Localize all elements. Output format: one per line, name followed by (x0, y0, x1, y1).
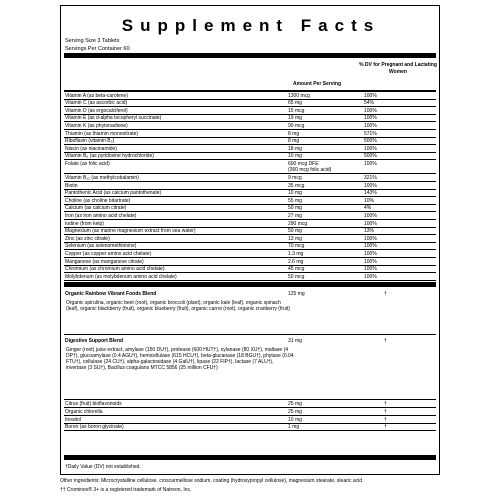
nutrient-row (64, 182, 436, 190)
extra-row (64, 416, 436, 424)
nutrient-name: Manganese (as manganese citrate) (65, 258, 144, 265)
amount-per-serving: 50 mg (288, 205, 302, 212)
nutrient-name: Organic chlorella (65, 408, 103, 415)
extra-row (64, 408, 436, 416)
nutrient-row (64, 174, 436, 182)
nutrient-row (64, 138, 436, 146)
nutrient-row (64, 115, 436, 123)
daily-value: 500% (364, 153, 377, 160)
amount-per-serving: 8 mg (288, 138, 300, 145)
amount-per-serving: 25 mg (288, 408, 302, 415)
amount-per-serving: 25 mg (288, 401, 302, 408)
bottom-rule (64, 455, 436, 460)
daily-value: 100% (364, 107, 377, 114)
amount-per-serving: 55 mg (288, 197, 302, 204)
daily-value: 100% (364, 182, 377, 189)
blend-description: Organic spirulina, organic beet (root), organic broccoli (plant), organic kale (leaf), organic spinach (leaf), organic blackberry (fruit), organic blueberry (fruit), organic carrot (root), organic cranberry (fruit) (66, 299, 290, 312)
supplement-facts-panel (60, 5, 440, 475)
nutrient-name: Thiamin (as thiamin mononitrate) (65, 130, 139, 137)
footnote: †Daily Value (DV) not established. (65, 464, 141, 470)
blend-amount: 31 mg (288, 337, 302, 344)
daily-value: 100% (364, 220, 377, 227)
nutrient-name: Vitamin B₆ (as pyridoxine hydrochloride) (65, 153, 154, 160)
nutrient-name: Vitamin C (as ascorbic acid) (65, 100, 128, 107)
nutrient-row (64, 145, 436, 153)
daily-value: 500% (364, 138, 377, 145)
amount-per-serving: 1.3 mg (288, 250, 304, 257)
daily-value: 100% (364, 212, 377, 219)
nutrient-name: Choline (as choline bitartrate) (65, 197, 131, 204)
nutrient-name: Folate (as folic acid) (65, 160, 110, 167)
daily-value: † (384, 424, 387, 431)
daily-value: 100% (364, 160, 377, 167)
nutrient-name: Boron (as boron glycinate) (65, 424, 124, 431)
section-rule (64, 282, 436, 287)
amount-per-serving: 290 mcg (288, 220, 308, 227)
nutrient-row (64, 266, 436, 274)
daily-value: 100% (364, 92, 377, 99)
blend-dv: † (384, 290, 387, 297)
nutrient-row (64, 212, 436, 220)
nutrient-name: Citrus (fruit) bioflavonoids (65, 401, 122, 408)
daily-value: † (384, 416, 387, 423)
top-rule (64, 53, 436, 58)
nutrient-row (64, 228, 436, 236)
nutrient-row (64, 220, 436, 228)
daily-value: 100% (364, 145, 377, 152)
nutrient-name: Vitamin A (as beta-carotene) (65, 92, 128, 99)
amount-per-serving: 90 mcg (288, 122, 305, 129)
daily-value: 100% (364, 122, 377, 129)
amount-per-serving: 70 mcg (288, 243, 305, 250)
daily-value: 54% (364, 100, 375, 107)
daily-value: 100% (364, 243, 377, 250)
nutrient-row (64, 190, 436, 198)
amount-per-serving: 1300 mcg (288, 92, 310, 99)
daily-value: 100% (364, 250, 377, 257)
blend-amount: 125 mg (288, 290, 305, 297)
nutrient-row (64, 258, 436, 266)
nutrient-row (64, 130, 436, 138)
nutrient-name: Iodine (from kelp) (65, 220, 104, 227)
amount-per-serving: 19 mg (288, 115, 302, 122)
daily-value: 321% (364, 174, 377, 181)
nutrient-row (64, 92, 436, 100)
trademark-note: †† Crominex® 3+ is a registered trademark of Natreon, Inc. (60, 487, 192, 494)
blend-section (64, 291, 436, 335)
daily-value: 4% (364, 205, 372, 212)
daily-value: 100% (364, 273, 377, 280)
daily-value: 143% (364, 190, 377, 197)
blend-rule (64, 334, 436, 335)
panel-title: Supplement Facts (121, 16, 381, 35)
nutrient-name: Copper (as copper amino acid chelate) (65, 250, 152, 257)
amount-per-serving: 9 mcg (288, 174, 302, 181)
daily-value: 100% (364, 258, 377, 265)
amount-per-serving: 2.6 mg (288, 258, 304, 265)
nutrient-row (64, 243, 436, 251)
nutrient-row (64, 273, 436, 281)
nutrient-name: Biotin (65, 182, 78, 189)
amount-per-serving: 1 mg (288, 424, 300, 431)
blend-rule (64, 399, 436, 400)
nutrient-name: Zinc (as zinc citrate) (65, 235, 110, 242)
dv-header: % DV for Pregnant and Lactating Women (359, 62, 437, 75)
blend-name: Digestive Support Blend (65, 337, 124, 344)
extra-row (64, 424, 436, 432)
nutrient-name: Selenium (as selenomethionine) (65, 243, 137, 250)
nutrient-name: Vitamin D (as ergocalciferol) (65, 107, 128, 114)
amount-per-serving: 13 mg (288, 235, 302, 242)
daily-value: 100% (364, 115, 377, 122)
daily-value: 100% (364, 235, 377, 242)
nutrient-row (64, 205, 436, 213)
daily-value: † (384, 408, 387, 415)
serving-size: Serving Size 3 Tablets (65, 38, 120, 44)
amount-per-serving: 15 mcg (288, 107, 305, 114)
blend-description: Ginger (root) juice extract, amylase (150 DU†), protease (600 HUT†), xylanase (80 XU†), maltase (4 DP†), glucoamylase (0.4 AGU†), hemicellulase (615 HCU†), beta-glucanase (18 BGU†), phytase (0.04 FTU†), cellulase (24 CU†), alpha-galactosidase (4 GalU†), lipase (22 FIP†), lactase (7 ALU†), invertase (3 SU†), Bacillus coagulans MTCC 5856 (25 million CFU†) (66, 346, 294, 372)
nutrient-name: Vitamin E (as d-alpha tocopheryl succinate) (65, 115, 162, 122)
nutrient-name: Pantothenic Acid (as calcium pantothenate) (65, 190, 162, 197)
extra-row (64, 401, 436, 409)
nutrient-name: Magnesium (as marine magnesium extract from sea water) (65, 228, 196, 235)
daily-value: 13% (364, 228, 375, 235)
amount-header: Amount Per Serving (292, 81, 342, 87)
amount-per-serving: 45 mcg (288, 266, 305, 273)
daily-value: † (384, 401, 387, 408)
nutrient-row (64, 250, 436, 258)
nutrient-name: Inositol (65, 416, 81, 423)
amount-per-serving: 10 mg (288, 190, 302, 197)
nutrient-name: Calcium (as calcium citrate) (65, 205, 127, 212)
amount-per-serving: 35 mcg (288, 182, 305, 189)
nutrient-row (64, 107, 436, 115)
nutrient-row (64, 153, 436, 161)
amount-per-serving: 18 mg (288, 145, 302, 152)
nutrient-name: Iron (as iron amino acid chelate) (65, 212, 137, 219)
amount-per-serving: 600 mcg DFE (288, 160, 319, 167)
nutrient-name: Niacin (as niacinamide) (65, 145, 117, 152)
daily-value: 100% (364, 266, 377, 273)
nutrient-name: Chromium (as chromium amino acid chelate) (65, 266, 165, 273)
servings-per-container: Servings Per Container 60 (65, 46, 130, 52)
amount-per-serving: 50 mg (288, 228, 302, 235)
amount-per-serving: 27 mg (288, 212, 302, 219)
nutrient-row (64, 197, 436, 205)
amount-per-serving: 8 mg (288, 130, 300, 137)
amount-per-serving: 65 mg (288, 100, 302, 107)
nutrient-row (64, 235, 436, 243)
nutrient-name: Vitamin K (as phytonadione) (65, 122, 128, 129)
nutrient-name: Vitamin B₁₂ (as methylcobalamin) (65, 174, 139, 181)
other-ingredients: Other ingredients: Microcrystalline cellulose, croscarmellose sodium, coating (hydroxypropyl cellulose), magnesium stearate, stearic acid (60, 478, 363, 484)
nutrient-row (64, 122, 436, 130)
amount-per-serving: 50 mcg (288, 273, 305, 280)
daily-value: 10% (364, 197, 375, 204)
nutrient-row (64, 100, 436, 108)
other-ingredients-block (60, 478, 450, 494)
amount-per-serving: 10 mg (288, 153, 302, 160)
daily-value: 571% (364, 130, 377, 137)
amount-per-serving: 10 mg (288, 416, 302, 423)
nutrient-row (64, 160, 436, 174)
blend-dv: † (384, 337, 387, 344)
amount-secondary: (360 mcg folic acid) (288, 167, 332, 174)
nutrient-name: Riboflavin (vitamin B₂) (65, 138, 115, 145)
blend-section (64, 338, 436, 400)
blend-name: Organic Rainbow Vibrant Foods Blend (65, 290, 157, 297)
nutrient-name: Molybdenum (as molybdenum amino acid chelate) (65, 273, 177, 280)
